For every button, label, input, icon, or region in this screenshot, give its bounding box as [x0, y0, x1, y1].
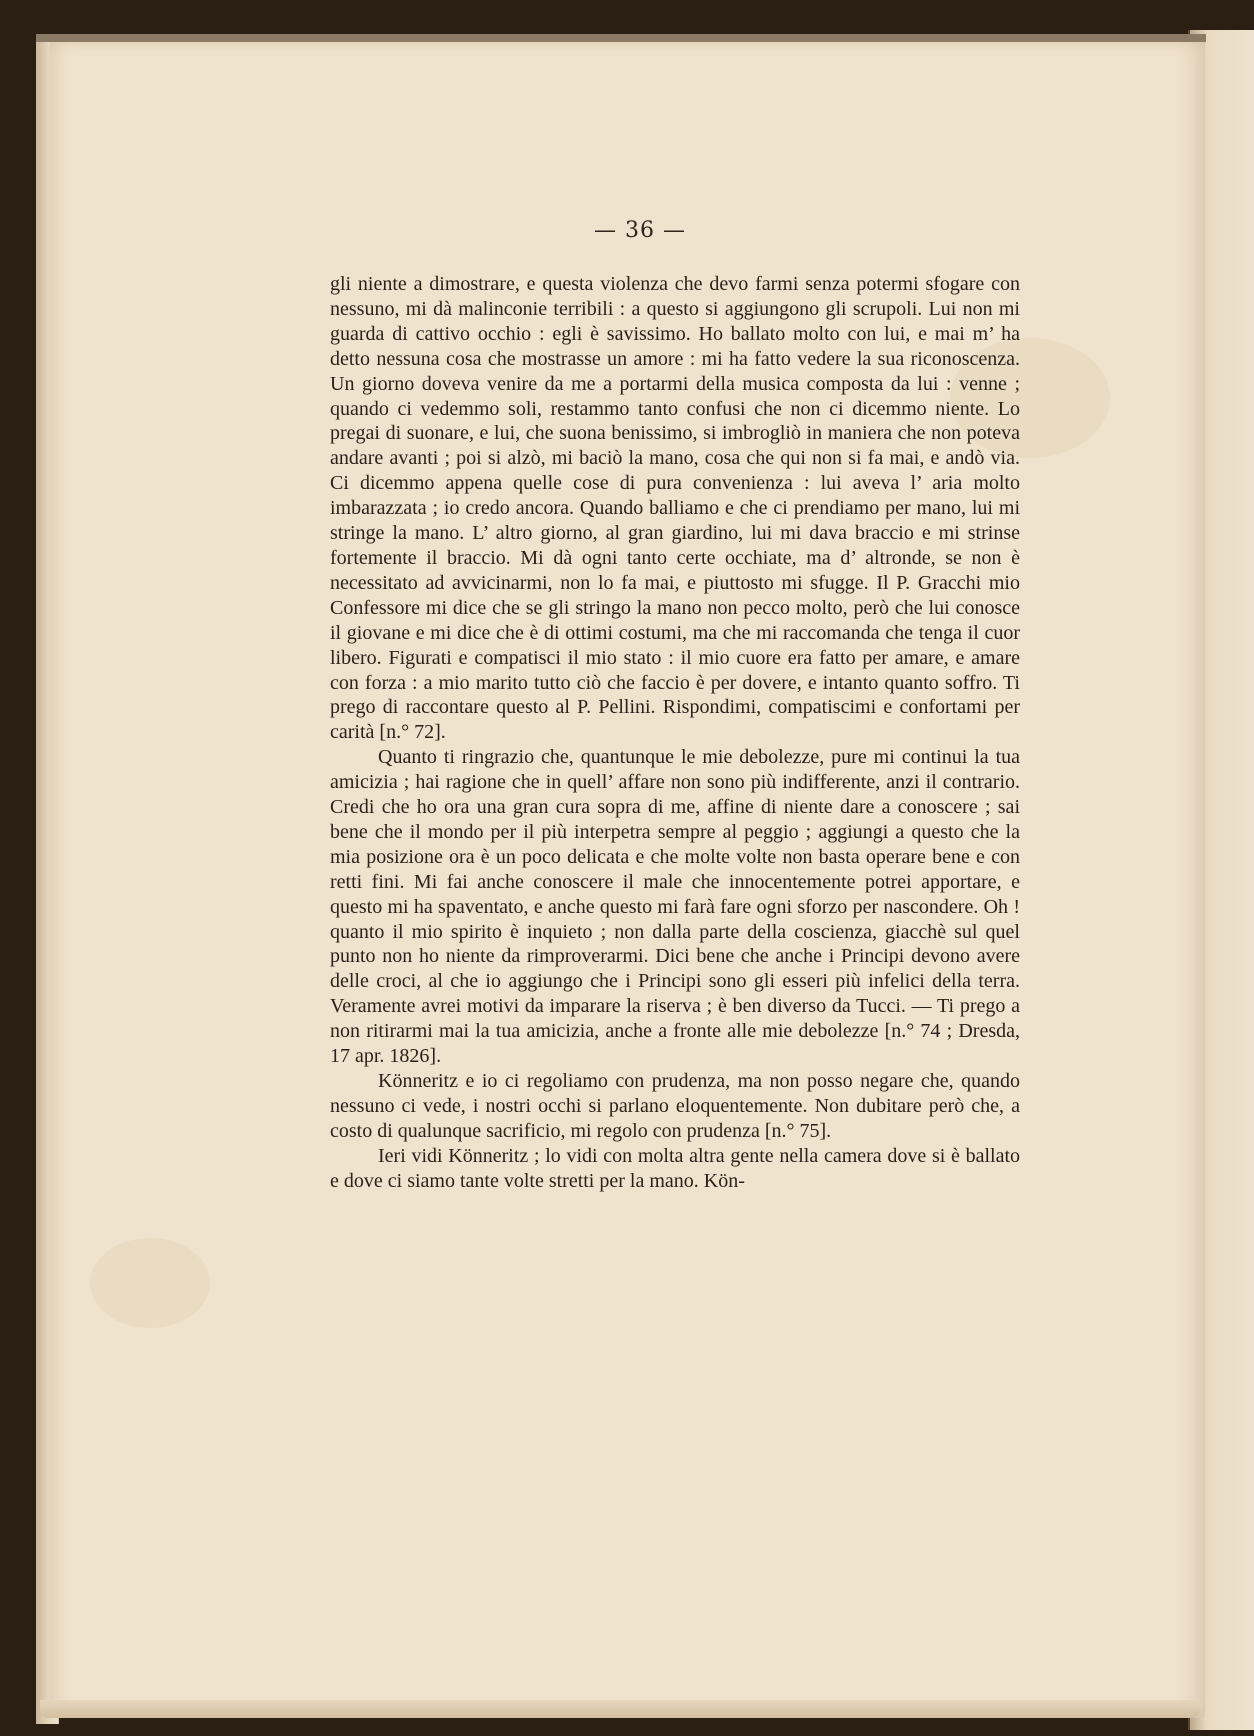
page-number: — 36 —	[594, 218, 686, 243]
paragraph: Quanto ti ringrazio che, quantunque le mie debolezze, pure mi continui la tua amicizia ; hai ragione che in quell’ affare non sono più indifferente, anzi il contrario. Credi che ho ora una gran cura sopra di me, affine di niente dare a conoscere ; sai bene che il mondo per il più interpetra sempre al peggio ; aggiungi a questo che la mia posizione ora è un poco delicata e che molte volte non basta operare bene e con retti fini. Mi fai anche conoscere il male che innocentemente potrei apportare, e questo mi ha spaventato, e anche questo mi farà fare ogni sforzo per nascondere. Oh ! quanto il mio spirito è inquieto ; non dalla parte della coscienza, giacchè sul quel punto non ho niente da rimproverarmi. Dici bene che anche i Principi devono avere delle croci, al che io aggiungo che i Principi sono gli esseri più infelici della terra. Veramente avrei motivi da imparare la riserva ; è ben diverso da Tucci. — Ti prego a non ritirarmi mai la tua amicizia, anche a fronte alle mie debolezze [n.° 74 ; Dresda, 17 apr. 1826].	[330, 746, 1020, 1068]
page-top-edge	[36, 34, 1206, 42]
paper-stain	[90, 1238, 210, 1328]
paragraph: gli niente a dimostrare, e questa violenza che devo farmi senza potermi sfogare con nessuno, mi dà malinconie terribili : a questo si aggiungono gli scrupoli. Lui non mi guarda di cattivo occhio : egli è savissimo. Ho ballato molto con lui, e mai m’ ha detto nessuna cosa che mostrasse un amore : mi ha fatto vedere la sua riconoscenza. Un giorno doveva venire da me a portarmi della musica composta da lui : venne ; quando ci vedemmo soli, restammo tanto confusi che non ci dicemmo niente. Lo pregai di suonare, e lui, che suona benissimo, si imbrogliò in maniera che non poteva andare avanti ; poi si alzò, mi baciò la mano, cosa che qui non si fa mai, e andò via. Ci dicemmo appena quelle cose di pura convenienza : lui aveva l’ aria molto imbarazzata ; io credo ancora. Quando balliamo e che ci prendiamo per mano, lui mi stringe la mano. L’ altro giorno, al gran giardino, lui mi dava braccio e mi strinse fortemente il braccio. Mi dà ogni tanto certe occhiate, ma d’ altronde, se non è necessitato ad avvicinarmi, non lo fa mai, e piuttosto mi sfugge. Il P. Gracchi mio Confessore mi dice che se gli stringo la mano non pecco molto, però che lui conosce il giovane e mi dice che è di ottimi costumi, ma che mi raccomanda che tenga il cuor libero. Figurati e compatisci il mio stato : il mio cuore era fatto per amare, e amare con forza : a mio marito tutto ciò che faccio è per dovere, e intanto quanto soffro. Ti prego di raccontare questo al P. Pellini. Rispondimi, compatiscimi e confortami per carità [n.° 72].	[330, 273, 1020, 744]
page-bottom-edge	[40, 1700, 1200, 1718]
paragraph: Könneritz e io ci regoliamo con prudenza, ma non posso negare che, quando nessuno ci vede, i nostri occhi si parlano eloquentemente. Non dubitare però che, a costo di qualunque sacrificio, mi regolo con prudenza [n.° 75].	[330, 1070, 1020, 1142]
paragraph: Ieri vidi Könneritz ; lo vidi con molta altra gente nella camera dove si è ballato e dove ci siamo tante volte stretti per la mano. Kön-	[330, 1144, 1020, 1192]
body-text	[330, 272, 1020, 1194]
